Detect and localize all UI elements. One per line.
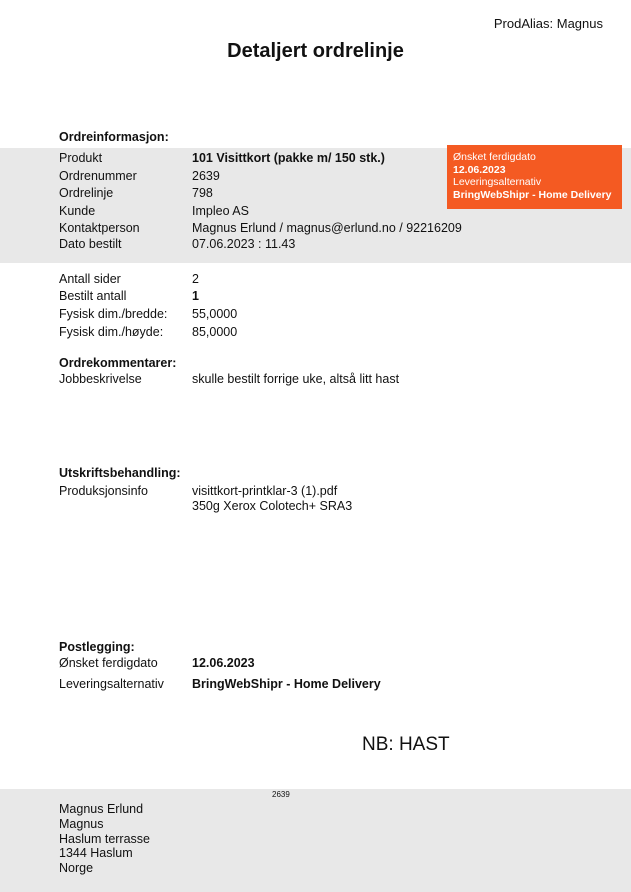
urgent-note: NB: HAST — [362, 734, 450, 755]
shipping-label: Ønsket ferdigdato — [59, 656, 158, 670]
spec-row-label: Bestilt antall — [59, 289, 127, 303]
shipping-row-date — [0, 656, 631, 673]
spec-row-label: Fysisk dim./høyde: — [59, 325, 164, 339]
address-line: Norge — [59, 861, 94, 876]
address-line: 1344 Haslum — [59, 846, 133, 861]
prod-alias: ProdAlias: Magnus — [493, 16, 603, 31]
footer-order-code: 2639 — [272, 790, 290, 799]
print-row-paper — [0, 499, 631, 516]
print-file-name: visittkort-printklar-3 (1).pdf — [192, 484, 338, 498]
spec-row-quantity — [0, 289, 631, 306]
address-line: Haslum terrasse — [59, 831, 150, 846]
spec-row-value: 2 — [192, 272, 199, 286]
spec-row-value: 55,0000 — [192, 307, 238, 321]
shipping-heading: Postlegging: — [59, 640, 135, 654]
order-row-label: Dato bestilt — [59, 237, 122, 251]
comment-label: Jobbeskrivelse — [59, 372, 142, 386]
order-row-label: Produkt — [59, 151, 103, 165]
order-row-value: 2639 — [192, 169, 220, 183]
order-row-value: Magnus Erlund / magnus@erlund.no / 92216209 — [192, 221, 462, 235]
shipping-value: 12.06.2023 — [192, 656, 255, 670]
comments-heading: Ordrekommentarer: — [59, 356, 177, 370]
spec-row-label: Antall sider — [59, 272, 121, 286]
order-row-label: Kunde — [59, 204, 96, 218]
delivery-info-box — [447, 145, 622, 209]
spec-row-label: Fysisk dim./bredde: — [59, 307, 168, 321]
print-heading: Utskriftsbehandling: — [59, 466, 181, 480]
shipping-address — [59, 802, 150, 876]
comment-row-job-description — [0, 372, 631, 389]
spec-row-pages — [0, 272, 631, 289]
spec-row-value: 1 — [192, 289, 199, 303]
order-row-contact — [0, 221, 631, 238]
comment-value: skulle bestilt forrige uke, altså litt hast — [192, 372, 400, 386]
order-row-label: Ordrelinje — [59, 186, 114, 200]
order-row-value: 101 Visittkort (pakke m/ 150 stk.) — [192, 151, 385, 165]
spec-row-height — [0, 325, 631, 342]
order-info-heading: Ordreinformasjon: — [59, 130, 169, 144]
spec-row-value: 85,0000 — [192, 325, 238, 339]
delivery-method-label: Leveringsalternativ — [453, 176, 542, 188]
order-row-value: 798 — [192, 186, 213, 200]
order-row-label: Ordrenummer — [59, 169, 137, 183]
page-title: Detaljert ordrelinje — [227, 40, 404, 62]
delivery-method-value: BringWebShipr - Home Delivery — [453, 188, 612, 201]
order-row-value: 07.06.2023 : 11.43 — [192, 237, 296, 251]
order-row-value: Impleo AS — [192, 204, 249, 218]
address-line: Magnus — [59, 816, 104, 831]
address-line: Magnus Erlund — [59, 802, 144, 816]
print-paper: 350g Xerox Colotech+ SRA3 — [192, 499, 353, 513]
shipping-value: BringWebShipr - Home Delivery — [192, 677, 381, 691]
shipping-label: Leveringsalternativ — [59, 677, 164, 691]
delivery-date-value: 12.06.2023 — [453, 163, 506, 176]
spec-row-width — [0, 307, 631, 324]
delivery-date-label: Ønsket ferdigdato — [453, 151, 536, 163]
order-row-label: Kontaktperson — [59, 221, 140, 235]
shipping-row-method — [0, 677, 631, 694]
order-row-date-ordered — [0, 237, 631, 254]
print-label: Produksjonsinfo — [59, 484, 148, 498]
